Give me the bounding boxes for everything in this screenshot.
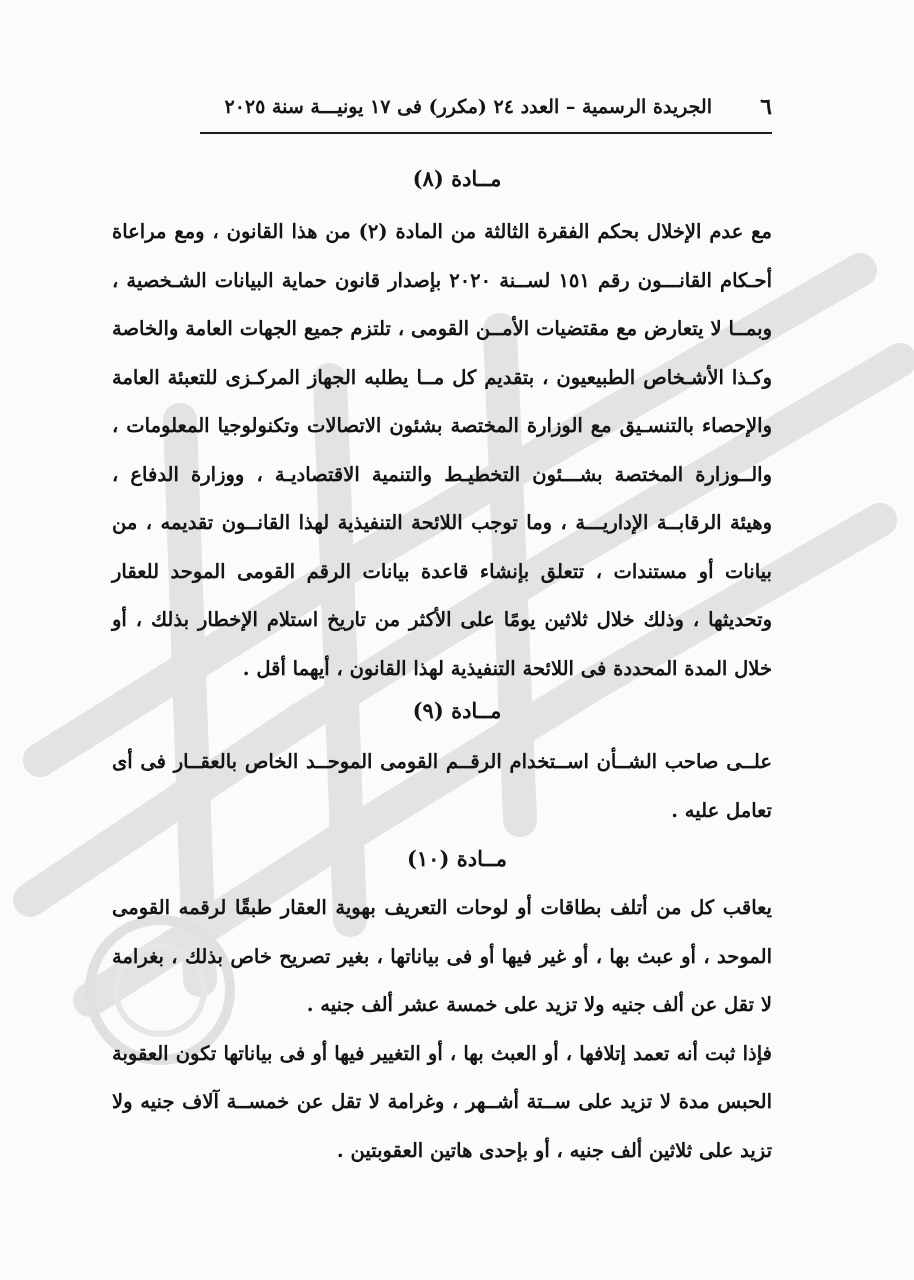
article-9-paragraph: علــى صاحب الشــأن اســتخدام الرقــم القومى الموحــد الخاص بالعقــار فى أى تعامل عليه . bbox=[112, 750, 772, 822]
article-10-body bbox=[112, 884, 772, 1175]
article-8-paragraph: مع عدم الإخلال بحكم الفقرة الثالثة من المادة (٢) من هذا القانون ، ومع مراعاة أحـكام القانـــون رقم ١٥١ لســنة ٢٠٢٠ بإصدار قانون حماية البيانات الشـخصية ، وبمــا لا يتعارض مع مقتضيات الأمــن القومى ، تلتزم جميع الجهات العامة والخاصة وكـذا الأشـخاص الطبيعيون ، بتقديم كل مــا يطلبه الجهاز المركـزى للتعبئة العامة والإحصاء بالتنسـيق مع الوزارة المختصة بشئون الاتصالات وتكنولوجيا المعلومات ، والــوزارة المختصة بشـــئون التخطيـط والتنمية الاقتصاديـة ، ووزارة الدفاع ، وهيئة الرقابــة الإداريـــة ، وما توجب اللائحة التنفيذية لهذا القانــون تقديمه ، من بيانات أو مستندات ، تتعلق بإنشاء قاعدة بيانات الرقم القومى الموحد للعقار وتحديثها ، وذلك خلال ثلاثين يومًا على الأكثر من تاريخ استلام الإخطار بذلك ، أو خلال المدة المحددة فى اللائحة التنفيذية لهذا القانون ، أيهما أقل . bbox=[112, 220, 772, 680]
page-header bbox=[200, 92, 772, 132]
page-number: ٦ bbox=[760, 94, 772, 120]
article-9-body bbox=[112, 738, 772, 835]
article-10-title: مــادة (١٠) bbox=[406, 846, 508, 871]
article-10-paragraph-2: فإذا ثبت أنه تعمد إتلافها ، أو العبث بها ، أو التغيير فيها أو فى بياناتها تكون العقوبة الحبس مدة لا تزيد على ســتة أشــهر ، وغرامة لا تقل عن خمســة آلاف جنيه ولا تزيد على ثلاثين ألف جنيه ، أو بإحدى هاتين العقوبتين . bbox=[112, 1041, 772, 1162]
article-9-title: مــادة (٩) bbox=[412, 698, 502, 723]
article-8-body bbox=[112, 208, 772, 693]
article-10-paragraph-1: يعاقب كل من أتلف بطاقات أو لوحات التعريف بهوية العقار طبقًا لرقمه القومى الموحد ، أو عبث بها ، أو غير فيها أو فى بياناتها ، بغير تصريح خاص بذلك ، بغرامة لا تقل عن ألف جنيه ولا تزيد على خمسة عشر ألف جنيه . bbox=[112, 896, 772, 1016]
article-8-title: مــادة (٨) bbox=[412, 166, 502, 191]
header-divider bbox=[200, 132, 772, 134]
gazette-header-title: الجريدة الرسمية – العدد ٢٤ (مكرر) فى ١٧ يونيـــة سنة ٢٠٢٥ bbox=[224, 96, 712, 118]
